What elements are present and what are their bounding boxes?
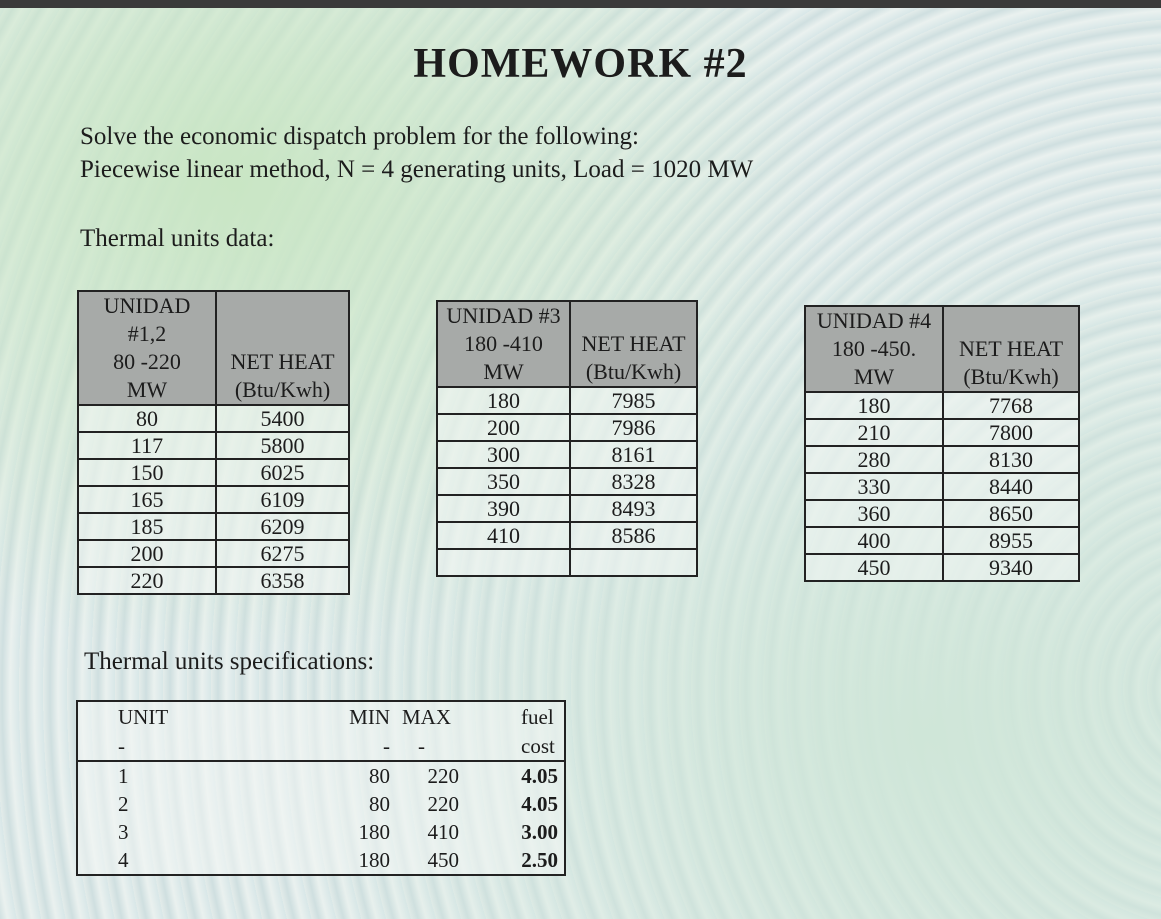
unit-cell: 1 [118,763,129,788]
spec-subheader-row [77,732,565,761]
unit-range-header: UNIDAD #4 180 -450. MW [805,306,943,392]
problem-statement [80,120,753,186]
table-row [805,419,1079,446]
mw-cell: 200 [78,540,216,567]
heat-rate-cell: 8130 [943,446,1079,473]
heat-rate-cell: 8955 [943,527,1079,554]
unit-header: UNIT [118,704,169,729]
min-cell: 80 [369,791,390,816]
table-row [805,554,1079,581]
table-row [437,522,697,549]
net-heat-header: NET HEAT (Btu/Kwh) [570,301,697,387]
problem-line-2: Piecewise linear method, N = 4 generating units, Load = 1020 MW [80,156,754,183]
table-header-row [437,301,697,387]
spec-header-row [77,701,565,732]
heat-rate-cell: 7985 [570,387,697,414]
heat-rate-cell: 7800 [943,419,1079,446]
net-heat-header: NET HEAT (Btu/Kwh) [216,291,349,405]
mw-cell: 390 [437,495,570,522]
mw-cell: 330 [805,473,943,500]
max-cell: 410 [427,819,459,844]
table-row [78,486,349,513]
mw-cell: 220 [78,567,216,594]
problem-line-1: Solve the economic dispatch problem for the following: [80,123,639,150]
fuel-cost-cell: 3.00 [521,819,558,844]
table-row [437,441,697,468]
min-subheader: - [314,732,396,761]
mw-cell: 117 [78,432,216,459]
fuel-cost-cell: 2.50 [521,847,558,872]
mw-cell: 165 [78,486,216,513]
min-cell: 180 [358,819,390,844]
min-header: MIN [349,704,390,729]
heat-rate-cell: 7768 [943,392,1079,419]
min-cell: 180 [358,847,390,872]
unit-subheader: - [77,732,314,761]
unit-range-header: UNIDAD #3 180 -410 MW [437,301,570,387]
table-row [78,513,349,540]
fuel-subheader: cost [493,732,565,761]
mw-cell: 350 [437,468,570,495]
unit-cell: 4 [118,847,129,872]
heat-rate-cell: 6275 [216,540,349,567]
table-row [77,818,565,846]
unit-cell: 2 [118,791,129,816]
heat-rate-cell: 6025 [216,459,349,486]
table-row [805,473,1079,500]
heat-rate-cell: 8586 [570,522,697,549]
top-dark-border [0,0,1161,8]
specifications-heading: Thermal units specifications: [84,648,375,675]
heat-rate-cell: 8161 [570,441,697,468]
unit-range-header: UNIDAD #1,2 80 -220 MW [78,291,216,405]
net-heat-header: NET HEAT (Btu/Kwh) [943,306,1079,392]
table-row [78,459,349,486]
mw-cell: 400 [805,527,943,554]
heat-rate-cell: 7986 [570,414,697,441]
table-row [77,761,565,790]
mw-cell: 180 [437,387,570,414]
table-row [437,495,697,522]
table-row [437,387,697,414]
max-cell: 220 [427,763,459,788]
specifications-table [76,700,566,876]
table-row [805,446,1079,473]
mw-cell: 210 [805,419,943,446]
max-cell: 220 [427,791,459,816]
table-row [78,432,349,459]
heat-rate-cell [570,549,697,576]
table-header-row [78,291,349,405]
fuel-cost-cell: 4.05 [521,763,558,788]
heat-rate-cell: 5800 [216,432,349,459]
table-row [805,500,1079,527]
page-title: HOMEWORK #2 [413,41,748,87]
mw-cell: 200 [437,414,570,441]
fuel-cost-cell: 4.05 [521,791,558,816]
mw-cell [437,549,570,576]
heat-rate-cell: 6209 [216,513,349,540]
mw-cell: 185 [78,513,216,540]
mw-cell: 300 [437,441,570,468]
table-header-row [805,306,1079,392]
heat-rate-cell: 8650 [943,500,1079,527]
heat-rate-cell: 8440 [943,473,1079,500]
heat-rate-cell: 6109 [216,486,349,513]
unit-cell: 3 [118,819,129,844]
heat-rate-cell: 6358 [216,567,349,594]
mw-cell: 360 [805,500,943,527]
heat-rate-cell: 5400 [216,405,349,432]
table-row [805,392,1079,419]
table-row [437,468,697,495]
heat-rate-table-unit-1-2 [77,290,350,595]
table-row [78,567,349,594]
table-row [77,846,565,875]
min-cell: 80 [369,763,390,788]
table-row [805,527,1079,554]
mw-cell: 180 [805,392,943,419]
heat-rate-cell: 8328 [570,468,697,495]
heat-rate-cell: 9340 [943,554,1079,581]
mw-cell: 410 [437,522,570,549]
table-row [77,790,565,818]
mw-cell: 450 [805,554,943,581]
mw-cell: 280 [805,446,943,473]
max-header: MAX [402,704,452,729]
fuel-header: fuel [521,704,554,729]
table-row [437,414,697,441]
mw-cell: 150 [78,459,216,486]
thermal-data-heading: Thermal units data: [80,225,275,252]
heat-rate-table-unit-3 [436,300,698,577]
heat-rate-cell: 8493 [570,495,697,522]
max-subheader: - [396,732,493,761]
table-row [78,405,349,432]
table-row [437,549,697,576]
table-row [78,540,349,567]
max-cell: 450 [427,847,459,872]
heat-rate-table-unit-4 [804,305,1080,582]
mw-cell: 80 [78,405,216,432]
